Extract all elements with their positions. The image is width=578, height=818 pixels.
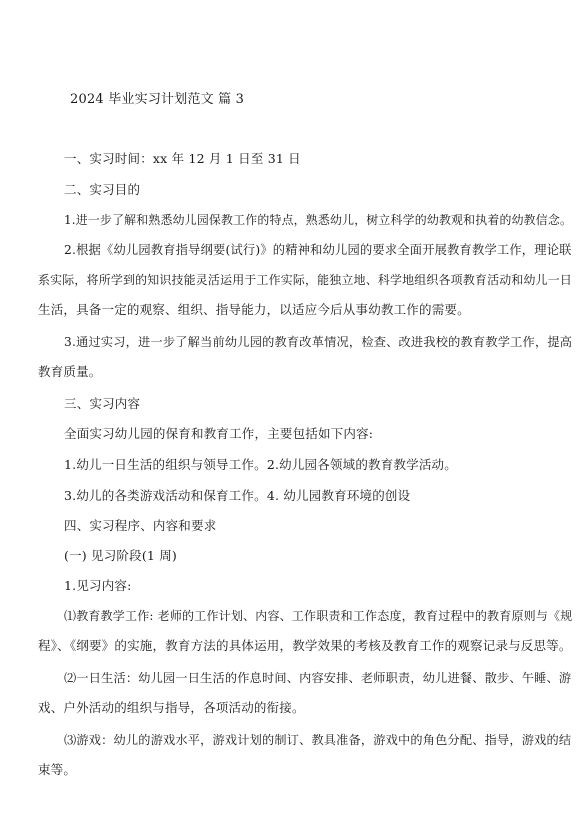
text-line: ⑴教育教学工作: 老师的工作计划、内容、工作职责和工作态度，教育过程中的教育原则与《规 bbox=[64, 609, 573, 623]
section-heading: 三、实习内容 bbox=[64, 396, 141, 411]
text-line: 教育质量。 bbox=[38, 364, 102, 379]
text-line: 1.进一步了解和熟悉幼儿园保教工作的特点，熟悉幼儿，树立科学的幼教观和执着的幼教信念。 bbox=[64, 213, 573, 227]
text-line: 系实际，将所学到的知识技能灵活运用于工作实际，能独立地、科学地组织各项教育活动和幼儿一日 bbox=[38, 273, 573, 287]
text-line: ⑵一日生活：幼儿园一日生活的作息时间、内容安排、老师职责，幼儿进餐、散步、午睡、游 bbox=[64, 671, 572, 685]
text-line: 一、实习时间：xx 年 12 月 1 日至 31 日 bbox=[64, 151, 301, 166]
text-line: 程》、《纲要》的实施，教育方法的具体运用，教学效果的考核及教育工作的观察记录与反思等。 bbox=[38, 638, 572, 653]
document-title: 2024 毕业实习计划范文 篇 3 bbox=[70, 92, 245, 107]
text-line: 2.根据《幼儿园教育指导纲要(试行)》的精神和幼儿园的要求全面开展教育教学工作，理论联 bbox=[64, 243, 572, 257]
section-heading: 四、实习程序、内容和要求 bbox=[64, 518, 217, 533]
text-line: 束等。 bbox=[38, 762, 77, 777]
text-line: 全面实习幼儿园的保育和教育工作，主要包括如下内容: bbox=[64, 426, 374, 441]
text-line: 戏、户外活动的组织与指导，各项活动的衔接。 bbox=[38, 700, 305, 715]
text-line: (一) 见习阶段(1 周) bbox=[64, 548, 178, 563]
text-line: 1.幼儿一日生活的组织与领导工作。2.幼儿园各领域的教育教学活动。 bbox=[64, 457, 457, 472]
section-heading: 二、实习目的 bbox=[64, 182, 141, 197]
text-line: 生活，具备一定的观察、组织、指导能力，以适应今后从事幼教工作的需要。 bbox=[38, 302, 470, 317]
text-line: 1.见习内容: bbox=[64, 578, 132, 593]
text-line: 3.通过实习，进一步了解当前幼儿园的教育改革情况，检查、改进我校的教育教学工作，提高 bbox=[64, 335, 573, 349]
text-line: ⑶游戏：幼儿的游戏水平，游戏计划的制订、教具准备，游戏中的角色分配、指导，游戏的结 bbox=[64, 733, 572, 747]
text-line: 3.幼儿的各类游戏活动和保育工作。4. 幼儿园教育环境的创设 bbox=[64, 488, 411, 503]
